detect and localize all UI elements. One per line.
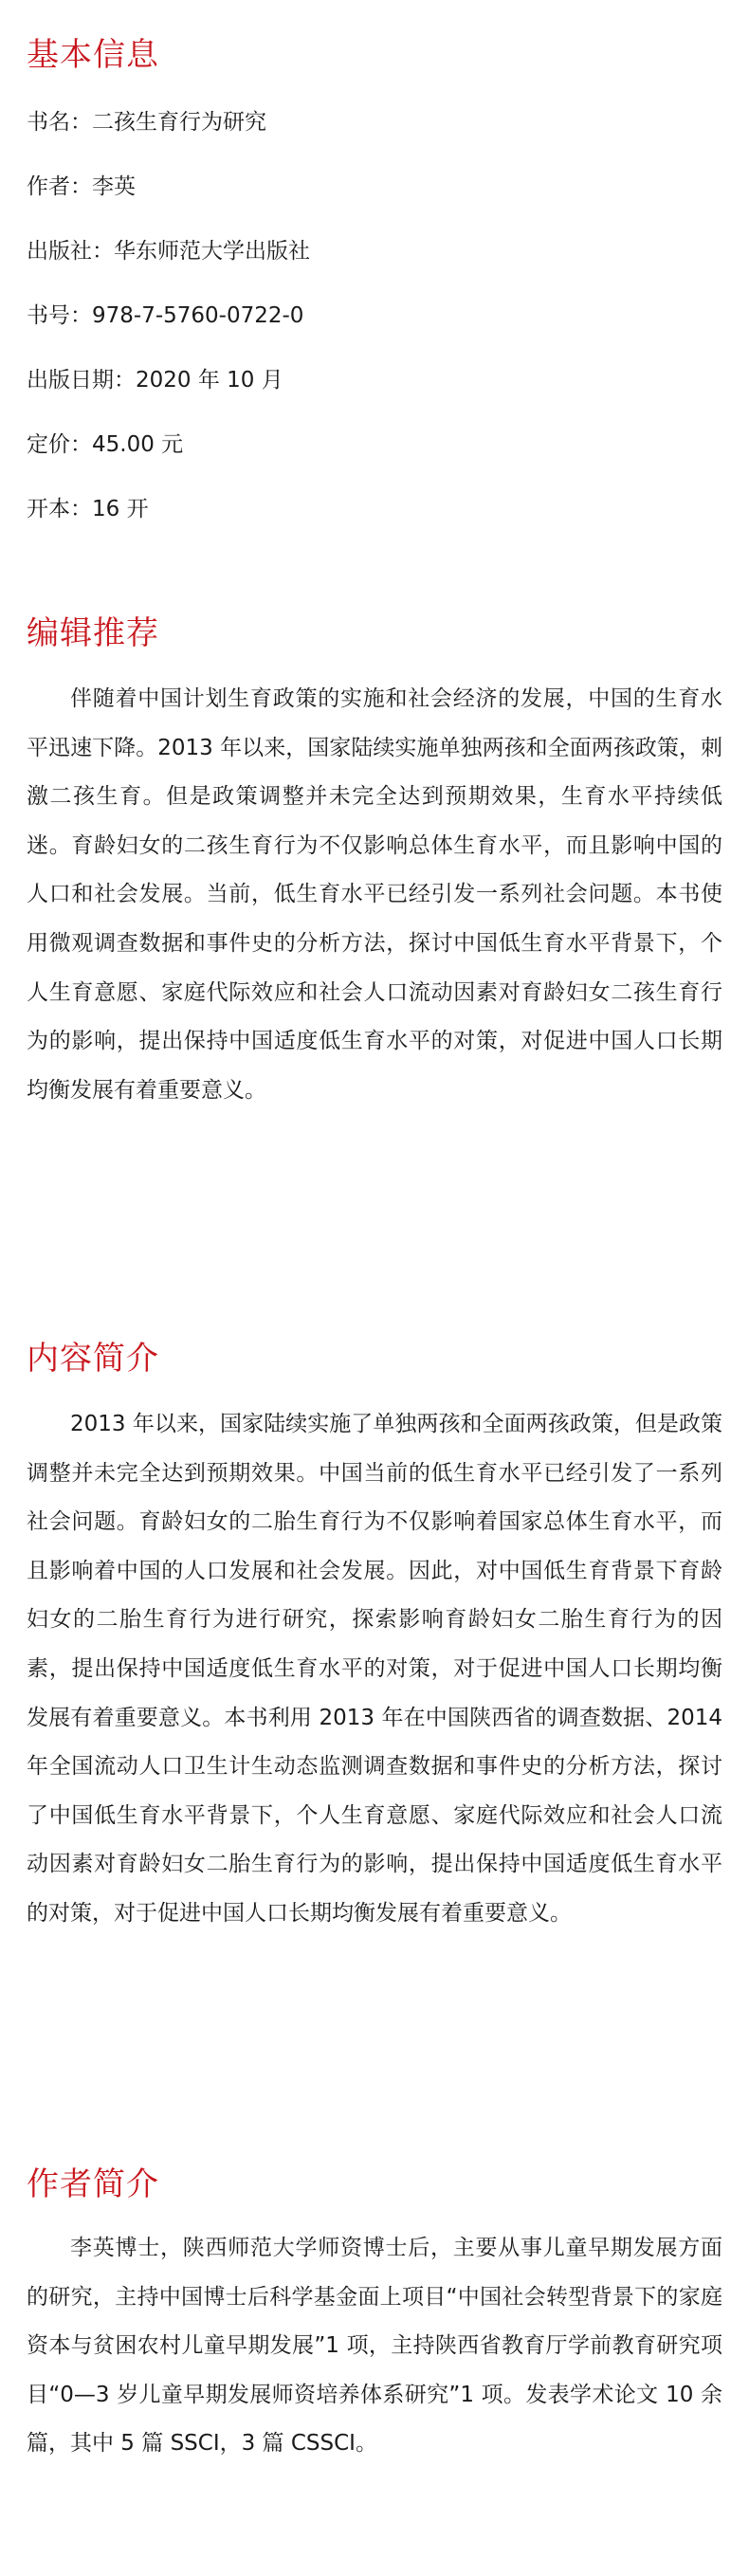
editor-recommend-text: 伴随着中国计划生育政策的实施和社会经济的发展，中国的生育水平迅速下降。2013 年以来，国家陆续实施单独两孩和全面两孩政策，刺激二孩生育。但是政策调整并未完全达到预期效果，生育水平持续低迷。育龄妇女的二孩生育行为不仅影响总体生育水平，而且影响中国的人口和社会发展。当前，低生育水平已经引发一系列社会问题。本书使用微观调查数据和事件史的分析方法，探讨中国低生育水平背景下，个人生育意愿、家庭代际效应和社会人口流动因素对育龄妇女二孩生育行为的影响，提出保持中国适度低生育水平的对策，对促进中国人口长期均衡发展有着重要意义。 xyxy=(27,686,722,1103)
info-line-book-title: 书名：二孩生育行为研究 xyxy=(27,110,266,135)
info-line-author: 作者：李英 xyxy=(27,174,136,199)
editor-recommend-heading: 编辑推荐 xyxy=(27,614,159,652)
info-line-publish-date: 出版日期：2020 年 10 月 xyxy=(27,368,283,393)
basic-info-heading: 基本信息 xyxy=(27,36,159,74)
info-line-publisher: 出版社：华东师范大学出版社 xyxy=(27,239,310,264)
author-intro-heading: 作者简介 xyxy=(27,2165,159,2203)
content-intro-text: 2013 年以来，国家陆续实施了单独两孩和全面两孩政策，但是政策调整并未完全达到预期效果。中国当前的低生育水平已经引发了一系列社会问题。育龄妇女的二胎生育行为不仅影响着国家总体生育水平，而且影响着中国的人口发展和社会发展。因此，对中国低生育背景下育龄妇女的二胎生育行为进行研究，探索影响育龄妇女二胎生育行为的因素，提出保持中国适度低生育水平的对策，对于促进中国人口长期均衡发展有着重要意义。本书利用 2013 年在中国陕西省的调查数据、2014 年全国流动人口卫生计生动态监测调查数据和事件史的分析方法，探讨了中国低生育水平背景下，个人生育意愿、家庭代际效应和社会人口流动因素对育龄妇女二胎生育行为的影响，提出保持中国适度低生育水平的对策，对于促进中国人口长期均衡发展有着重要意义。 xyxy=(27,1412,722,1926)
content-intro-heading: 内容简介 xyxy=(27,1340,159,1378)
info-line-format: 开本：16 开 xyxy=(27,497,149,521)
info-line-isbn: 书号：978-7-5760-0722-0 xyxy=(27,303,304,328)
author-intro-text: 李英博士，陕西师范大学师资博士后，主要从事儿童早期发展方面的研究，主持中国博士后科学基金面上项目“中国社会转型背景下的家庭资本与贫困农村儿童早期发展”1 项，主持陕西省教育厅学前教育研究项目“0—3 岁儿童早期发展师资培养体系研究”1 项。发表学术论文 10 余篇，其中 5 篇 SSCI，3 篇 CSSCI。 xyxy=(27,2236,722,2457)
info-line-price: 定价：45.00 元 xyxy=(27,432,184,457)
